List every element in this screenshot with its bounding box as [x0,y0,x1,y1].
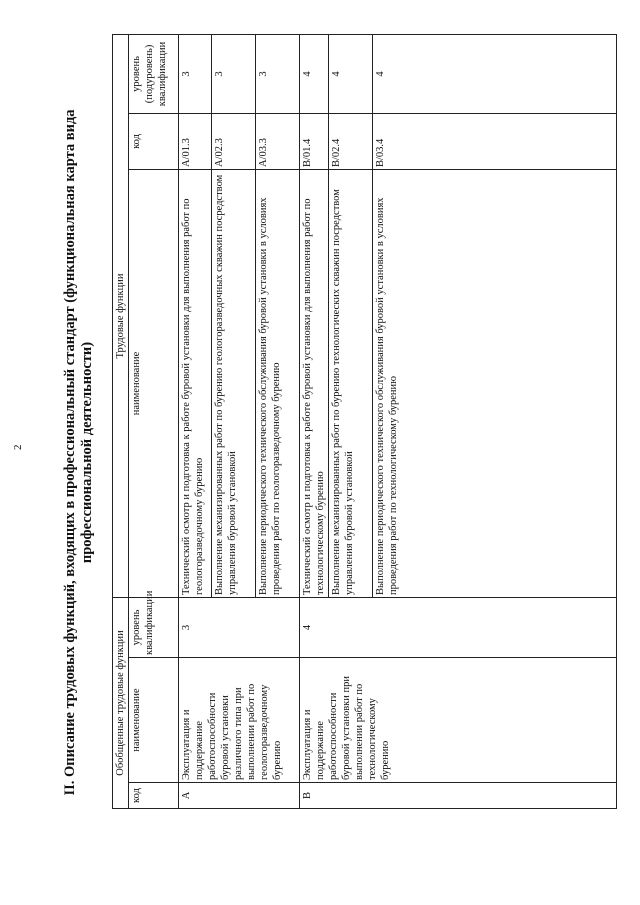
tf-code-cell: B/01.4 [300,113,329,169]
tf-level-cell: 3 [179,34,212,113]
tf-level-cell: 4 [329,34,373,113]
tf-code-cell: B/03.4 [373,113,617,169]
functional-map-table [112,34,617,809]
tf-name-cell: Технический осмотр и подготовка к работе буровой установки для выполнения работ по технологическому бурению [300,169,329,597]
tf-code-cell: A/02.3 [212,113,256,169]
gf-level-cell: 3 [179,597,300,657]
tf-level-cell: 3 [212,34,256,113]
header-tf-name: наименование [129,169,179,597]
header-tf-code: код [129,113,179,169]
gf-code-cell: A [179,783,300,809]
tf-level-cell: 3 [256,34,300,113]
gf-name-cell: Эксплуатация и поддержание работоспособности буровой установки при выполнении работ по технологическому бурению [300,658,617,783]
tf-level-cell: 4 [300,34,329,113]
tf-name-cell: Выполнение механизированных работ по бурению геологоразведочных скважин посредством управления буровой установкой [212,169,256,597]
page-number: 2 [12,444,24,450]
table-row [300,34,329,808]
tf-name-cell: Выполнение периодического технического обслуживания буровой установки в условиях проведения работ по геологоразведочному бурению [256,169,300,597]
title-line-1: II. Описание трудовых функций, входящих в профессиональный стандарт (функциональная карта вида [62,109,78,796]
header-gf-name: наименование [129,658,179,783]
header-gf-code: код [129,783,179,809]
title-line-2: профессиональной деятельности) [79,341,95,564]
tf-name-cell: Выполнение механизированных работ по бурению технологических скважин посредством управления буровой установкой [329,169,373,597]
tf-code-cell: B/02.4 [329,113,373,169]
gf-level-cell: 4 [300,597,617,657]
gf-code-cell: B [300,783,617,809]
gf-name-cell: Эксплуатация и поддержание работоспособности буровой установки различного типа при выполнении работ по геологоразведочному бурению [179,658,300,783]
header-labor-functions: Трудовые функции [113,34,129,597]
tf-name-cell: Выполнение периодического технического обслуживания буровой установки в условиях проведения работ по технологическому бурению [373,169,617,597]
tf-level-cell: 4 [373,34,617,113]
tf-code-cell: A/03.3 [256,113,300,169]
tf-code-cell: A/01.3 [179,113,212,169]
page-title [62,0,96,905]
header-gf-level: уровень квалификации [129,597,179,657]
header-generalized-functions: Обобщенные трудовые функции [113,597,129,808]
header-tf-level: уровень (подуровень) квалификации [129,34,179,113]
tf-name-cell: Технический осмотр и подготовка к работе буровой установки для выполнения работ по геологоразведочному бурению [179,169,212,597]
table-row [179,34,212,808]
